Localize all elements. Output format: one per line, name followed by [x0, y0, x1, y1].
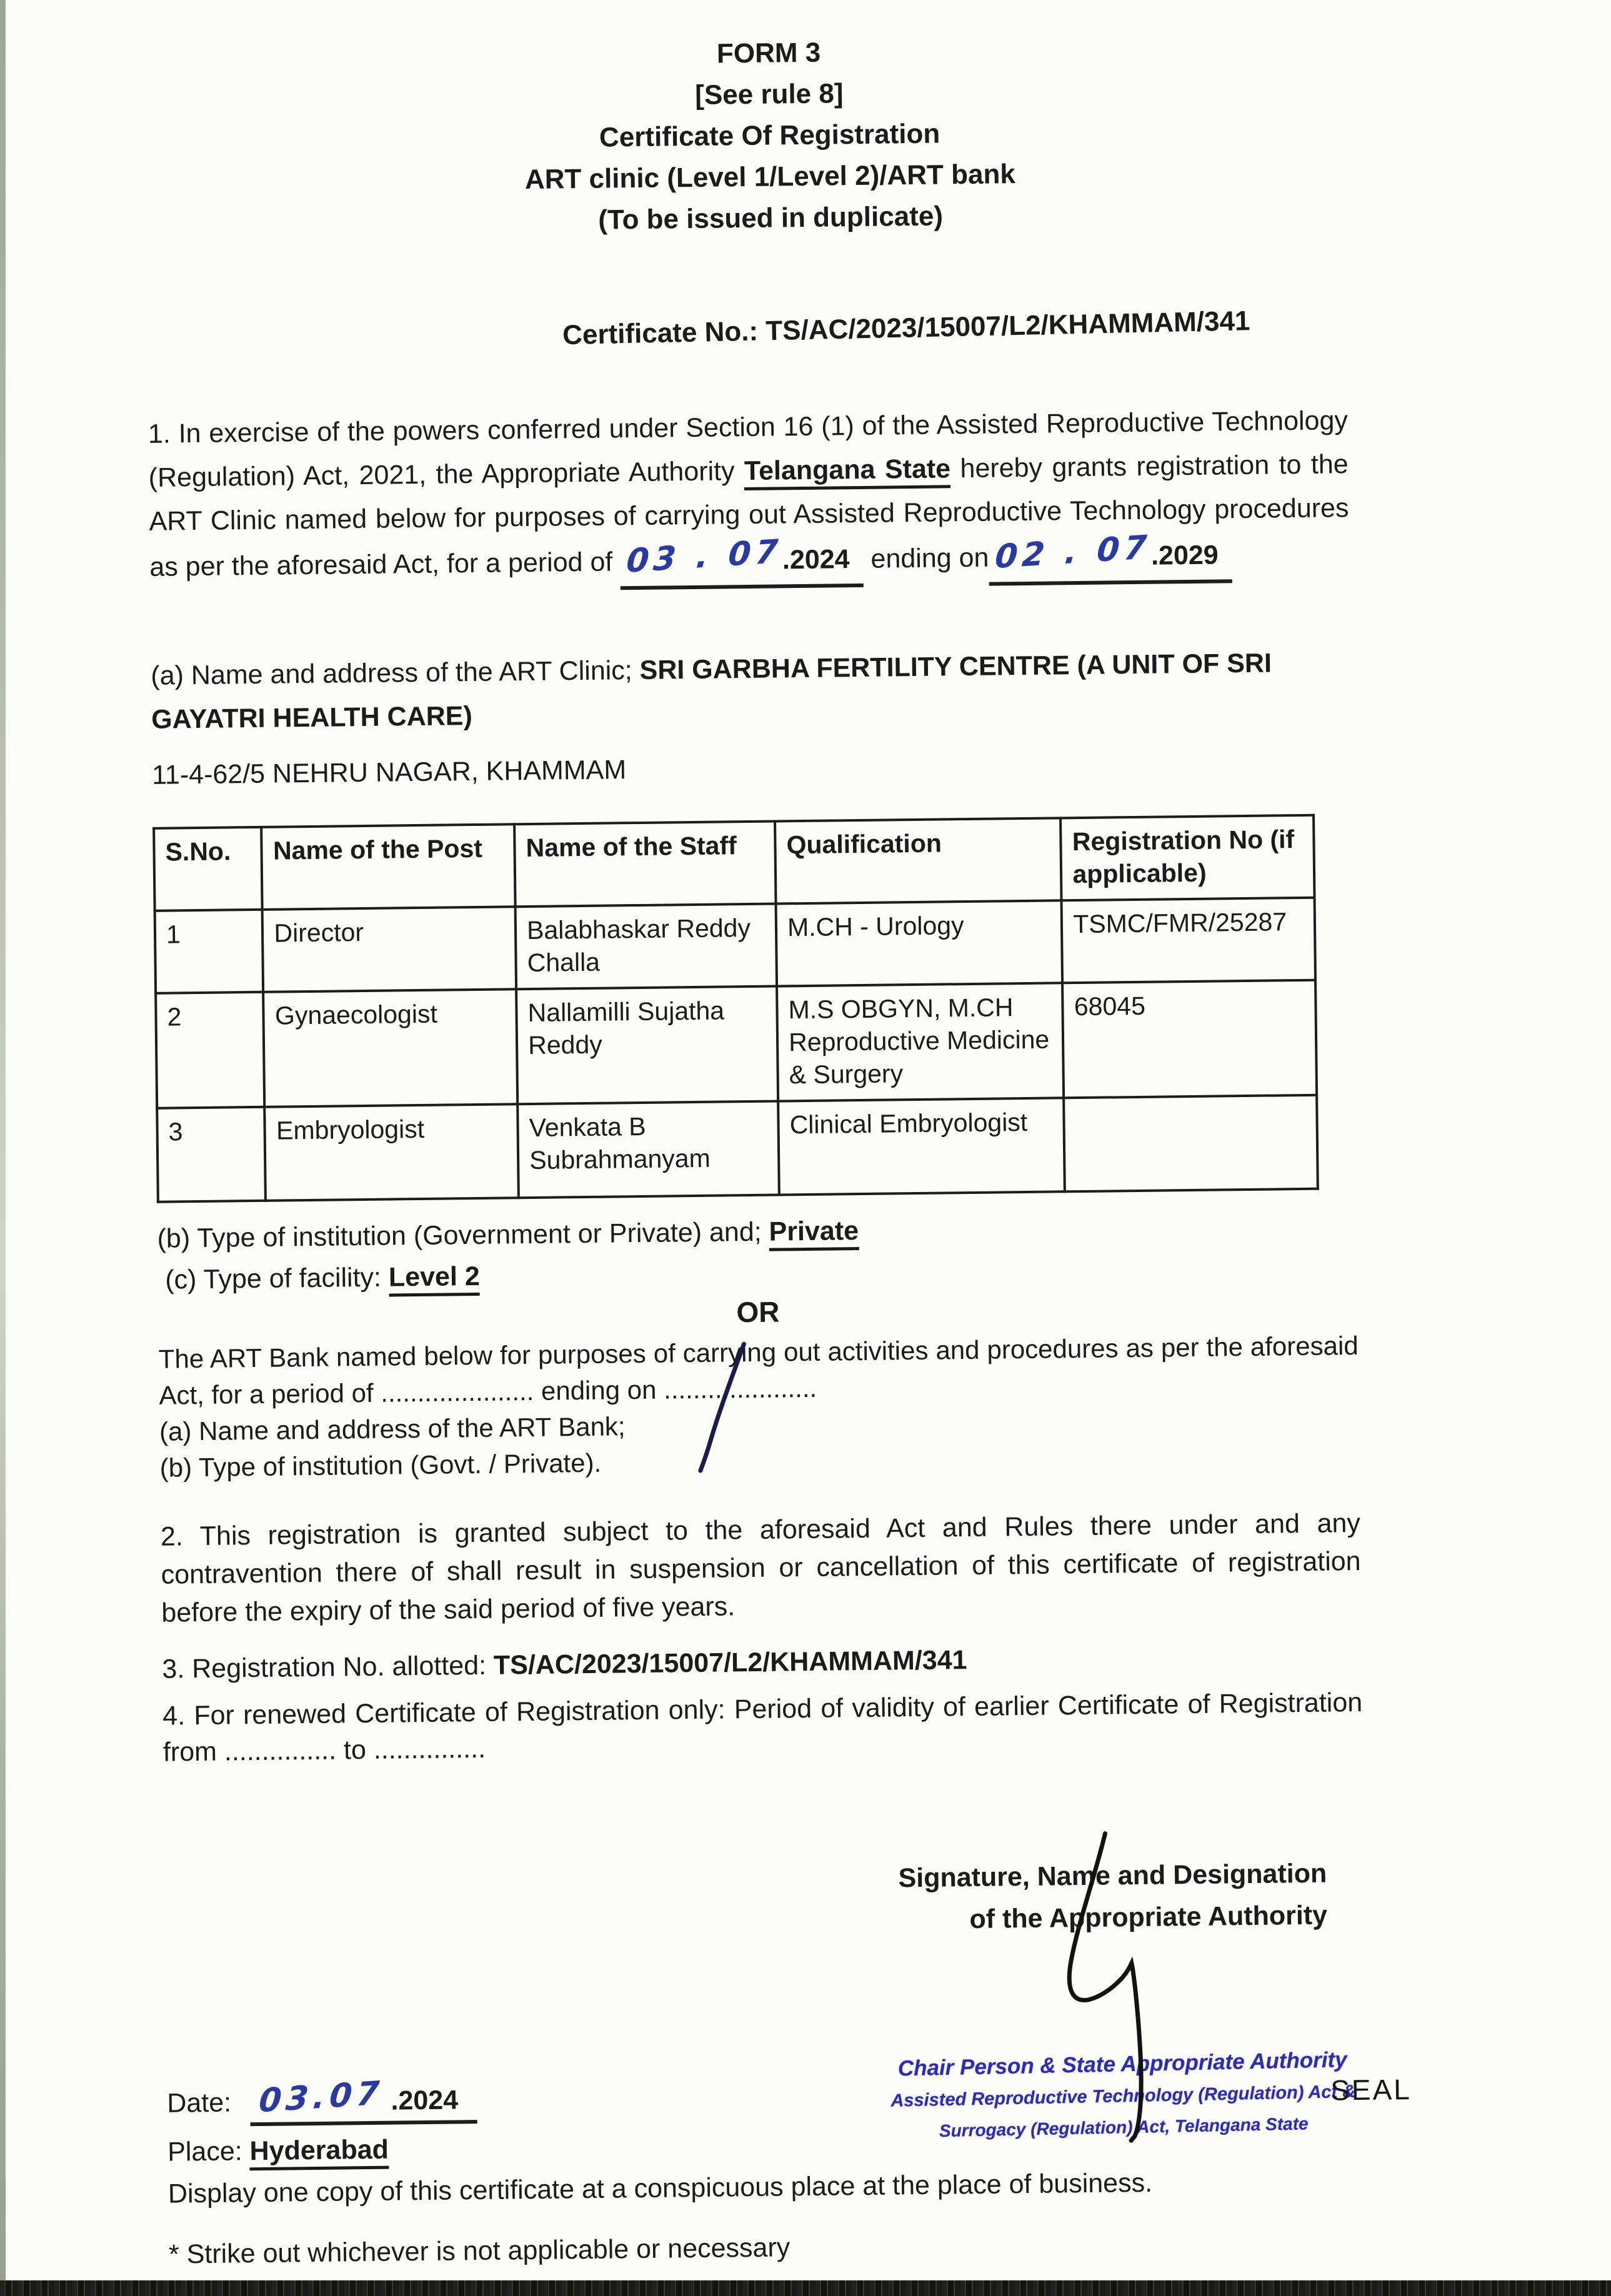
cell-sno: 1	[155, 910, 264, 993]
clause3-label: 3. Registration No. allotted:	[162, 1650, 494, 1684]
art-bank-section	[158, 1328, 1360, 1486]
allotted-registration-number: TS/AC/2023/15007/L2/KHAMMAM/341	[493, 1645, 967, 1681]
end-date-handwriting: 02 . 07	[994, 528, 1153, 577]
paragraph-1	[148, 399, 1350, 595]
table-row	[155, 898, 1315, 993]
cell-registration: 68045	[1062, 980, 1317, 1098]
cell-registration: TSMC/FMR/25287	[1062, 898, 1315, 983]
clinic-name-section	[151, 640, 1351, 742]
ending-on-text: ending on	[863, 542, 989, 574]
clinic-address: 11-4-62/5 NEHRU NAGAR, KHAMMAM	[151, 755, 627, 790]
signature-caption	[164, 1853, 1327, 1950]
scan-edge-bottom	[0, 2280, 1611, 2296]
place-value: Hyderabad	[249, 2135, 389, 2171]
stamp-line2: Assisted Reproductive Technology (Regulation) Act &	[890, 2081, 1356, 2111]
clinic-bank-line: ART clinic (Level 1/Level 2)/ART bank	[524, 159, 1016, 195]
cell-staff: Nallamilli Sujatha Reddy	[516, 986, 778, 1105]
rule-reference: [See rule 8]	[694, 78, 844, 111]
para1-lead: 1. In exercise of the powers conferred under Section 16 (1) of the Assisted Reproductive Technology (Regulation) Act, 2021, the Appropriate Authority	[147, 405, 1349, 493]
start-year: .2024	[782, 544, 850, 575]
end-year: .2029	[1150, 540, 1219, 571]
header-qualification: Qualification	[775, 818, 1062, 903]
date-handwriting: 03.07	[257, 2074, 385, 2120]
duplicate-note: (To be issued in duplicate)	[598, 201, 944, 236]
bank-paragraph: The ART Bank named below for purposes of carrying out activities and procedures as per the aforesaid Act, for a period of ..................... ending on .....................	[158, 1330, 1359, 1410]
institution-type-value: Private	[769, 1216, 859, 1251]
scan-edge-left	[0, 0, 6, 2296]
cell-registration	[1064, 1095, 1318, 1192]
date-line	[167, 2069, 1367, 2127]
bank-type-line: (b) Type of institution (Govt. / Private).	[159, 1448, 602, 1483]
staff-table-header-row	[154, 815, 1314, 911]
certificate-number-line: Certificate No.: TS/AC/2023/15007/L2/KHAMMAM/341	[562, 306, 1250, 351]
cell-sno: 3	[157, 1107, 266, 1202]
footer-section	[167, 2069, 1369, 2270]
display-note: Display one copy of this certificate at a conspicuous place at the place of business.	[167, 2167, 1153, 2209]
para1-middle: hereby grants registration to the ART Clinic named below for purposes of carrying out Assisted Reproductive Technology procedures as per the aforesaid Act, for a period of	[149, 449, 1349, 582]
clinic-label: (a) Name and address of the ART Clinic;	[151, 655, 640, 691]
or-divider: OR	[736, 1295, 780, 1329]
header-staff: Name of the Staff	[514, 822, 776, 907]
header-post: Name of the Post	[262, 824, 516, 910]
place-line	[167, 2124, 1367, 2168]
cell-qualification: Clinical Embryologist	[778, 1098, 1065, 1195]
stamp-line1: Chair Person & State Appropriate Authority	[897, 2047, 1347, 2081]
institution-type-label: (b) Type of institution (Government or Private) and;	[157, 1216, 769, 1254]
cell-post: Embryologist	[265, 1104, 519, 1201]
institution-type-section	[157, 1205, 1357, 1301]
clause-2: 2. This registration is granted subject to the aforesaid Act and Rules there under and any contravention there of shall result in suspension or cancellation of this certificate of registration before the expiry of the said period of five years.	[160, 1508, 1361, 1628]
start-date-handwriting: 03 . 07	[625, 532, 784, 580]
form-header	[169, 26, 1371, 246]
date-blank	[250, 2074, 477, 2126]
table-row	[157, 1095, 1318, 1202]
cell-post: Gynaecologist	[264, 989, 518, 1107]
date-year: .2024	[391, 2085, 459, 2116]
cell-staff: Venkata B Subrahmanyam	[517, 1101, 779, 1198]
certificate-title: Certificate Of Registration	[599, 118, 940, 153]
clinic-name: SRI GARBHA FERTILITY CENTRE (A UNIT OF SRI GAYATRI HEALTH CARE)	[151, 648, 1272, 735]
strike-out-note: * Strike out whichever is not applicable or necessary	[168, 2232, 791, 2270]
start-date-blank	[620, 532, 864, 590]
cell-qualification: M.CH - Urology	[776, 900, 1063, 986]
stamp-line3: Surrogacy (Regulation) Act, Telangana State	[939, 2114, 1309, 2141]
seal-label: SEAL	[1330, 2073, 1412, 2107]
clause-4: 4. For renewed Certificate of Registration only: Period of validity of earlier Certificate of Registration from ............... to ...............	[162, 1687, 1363, 1767]
appropriate-authority: Telangana State	[744, 454, 951, 490]
staff-table	[152, 814, 1319, 1203]
header-registration: Registration No (if applicable)	[1060, 815, 1314, 901]
facility-type-label: (c) Type of facility:	[165, 1262, 389, 1295]
signature-caption-line2: of the Appropriate Authority	[969, 1900, 1328, 1935]
facility-type-value: Level 2	[389, 1261, 480, 1297]
cell-post: Director	[262, 907, 516, 992]
end-date-blank	[989, 528, 1232, 585]
signature-caption-line1: Signature, Name and Designation	[898, 1858, 1327, 1894]
header-sno: S.No.	[154, 827, 262, 911]
form-title: FORM 3	[716, 37, 821, 69]
table-row	[156, 980, 1317, 1108]
date-label: Date:	[167, 2087, 232, 2119]
cell-staff: Balabhaskar Reddy Challa	[516, 904, 777, 990]
clause-3	[162, 1641, 1362, 1685]
place-label: Place:	[167, 2136, 250, 2167]
cell-qualification: M.S OBGYN, M.CH Reproductive Medicine & Surgery	[777, 983, 1064, 1101]
bank-name-line: (a) Name and address of the ART Bank;	[159, 1411, 626, 1446]
cell-sno: 2	[156, 992, 265, 1108]
